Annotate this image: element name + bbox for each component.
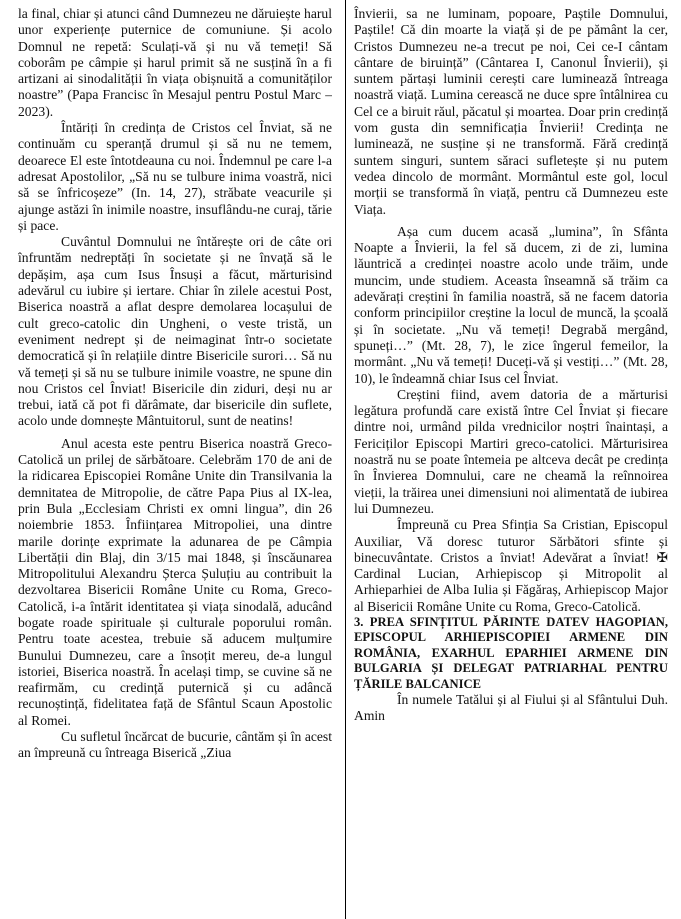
paragraph-7: Așa cum ducem acasă „lumina”, în Sfânta Noapte a Învierii, la fel să ducem, zi de zi, lumina lăuntrică a credinței noastre acolo unde trăim, unde muncim, unde studiem. Aceasta înseamnă să trăim ca adevărați creștini în familia noastră, să ne facem datoria conform principiilor creștine la locul de muncă, la școală și în societate. „Nu vă temeți! Degrabă mergând, spuneți…” (Mt. 28, 7), le zice îngerul femeilor, la mormânt. „Nu vă temeți! Duceți-vă și vestiți…” (Mt. 28, 10), le îndeamnă chiar Isus cel Înviat.: [354, 223, 668, 386]
paragraph-2: Întăriți în credința de Cristos cel Înviat, să ne continuăm cu speranță drumul și să nu ne temem, deoarece El este întotdeauna cu noi. Îndemnul pe care l-a adresat Apostolilor, „Să nu se tulbure inima voastră, nici să se înfricoșeze” (In. 14, 27), străbate veacurile și ajunge astăzi în inimile noastre, insuflându-ne curaj, tărie și pace.: [18, 120, 332, 233]
column-divider: [345, 0, 346, 919]
paragraph-8: Creștini fiind, avem datoria de a mărturisi legătura profundă care există între Cel Înviat și fiecare dintre noi, urmând pilda vrednicilor noștri înaintași, a Fericiților Episcopi Martiri greco-catolici. Mărturisirea noastră nu se poate întemeia pe altceva decât pe credința în Învierea Domnului, care ne cheamă la reînnoirea vieții, la trăirea unei dimensiuni noi alimentată de iubirea lui Dumnezeu.: [354, 386, 668, 516]
closing-line: În numele Tatălui și al Fiului și al Sfântului Duh. Amin: [354, 692, 668, 724]
paragraph-5: Cu sufletul încărcat de bucurie, cântăm și în acest an împreună cu întreaga Biserică „Ziua: [18, 729, 332, 761]
right-column: [354, 6, 668, 919]
paragraph-1: la final, chiar și atunci când Dumnezeu ne dăruiește harul unor experiențe puternice de comuniune. Și acolo Domnul ne repetă: Sculați-vă și nu vă temeți! Să coborâm pe câmpie și harul primit să ne susțină în a fi artizani ai sinodalității în viața obișnuită a comunităților noastre” (Papa Francisc în Mesajul pentru Postul Marc – 2023).: [18, 6, 332, 119]
paragraph-4: Anul acesta este pentru Biserica noastră Greco-Catolică un prilej de sărbătoare. Celebrăm 170 de ani de la ridicarea Episcopiei Române Unite din Transilvania la demnitatea de Mitropolie, de către Papa Pius al IX-lea, prin Bula „Ecclesiam Christi ex omni lingua”, din 26 noiembrie 1853. Înființarea Mitropoliei, una dintre marile dorințe exprimate la adunarea de pe Câmpia Libertății din Blaj, din 3/15 mai 1848, și înscăunarea Mitropolitului Alexandru Șterca Șuluțiu au contribuit la dezvoltarea Bisericii Române Unite cu Roma, Greco-Catolică, i-a întărit identitatea și viața sinodală, aducând bogate roade spirituale și culturale poporului român. Pentru toate acestea, trebuie să aducem mulțumire Bunului Dumnezeu, care a însoțit mereu, de-a lungul istoriei, Biserica noastră. În același timp, se cuvine să ne reafirmăm, cu credință puternică și cu adâncă recunoștință, fidelitatea față de Sfântul Scaun Apostolic al Romei.: [18, 435, 332, 728]
left-column: [18, 6, 332, 919]
paragraph-6: Învierii, sa ne luminam, popoare, Paștile Domnului, Paștile! Că din moarte la viață și de pe pământ la cer, Cristos Dumnezeu ne-a trecut pe noi, Cei ce-I cântam cântare de biruință” (Cântarea I, Canonul Învierii), și suntem părtași luminii cerești care luminează întreaga noastră viață. Lumina cerească ne duce spre întâlnirea cu Cel ce a biruit răul, păcatul și moartea. Doar prin credință vom gusta din semnificația Învierii! Credința ne luminează, ne susține și ne transformă. Fără credință suntem singuri, suntem săraci sufletește și nu putem vedea dincolo de mormânt. Mormântul este gol, locul morții se transformă în viață, pentru că Dumnezeu este Viața.: [354, 6, 668, 217]
paragraph-9: Împreună cu Prea Sfinția Sa Cristian, Episcopul Auxiliar, Vă doresc tuturor Sărbători sfinte și binecuvântate. Cristos a înviat! Adevărat a înviat! ✠ Cardinal Lucian, Arhiepiscop și Mitropolit al Arhieparhiei de Alba Iulia și Făgăraș, Arhiepiscop Major al Bisericii Române Unite cu Roma, Greco-Catolică.: [354, 517, 668, 614]
section-heading: 3. PREA SFINȚITUL PĂRINTE DATEV HAGOPIAN, EPISCOPUL ARHIEPISCOPIEI ARMENE DIN ROMÂNIA, EXARHUL EPARHIEI ARMENE DIN BULGARIA ȘI DELEGAT PATRIARHAL PENTRU ȚĂRILE BALCANICE: [354, 614, 668, 691]
paragraph-3: Cuvântul Domnului ne întărește ori de câte ori înfruntăm nedreptăți în societate și ne învață să le depășim, așa cum Isus Însuși a făcut, mărturisind adevărul cu iubire și iertare. Chiar în zilele acestui Post, Biserica noastră a aflat despre demolarea locașului de cult greco-catolic din Ungheni, o veste tristă, un eveniment nedrept și de neimaginat într-o societate democratică și în relațiile dintre Bisericile surori… Să nu vă temeți și să nu se tulbure inimile voastre, ne spune din nou Cristos cel Înviat! Bisericile din ziduri, deși nu ar trebui, iată că pot fi dărâmate, dar bisericile din suflete, acolo unde domnește Mântuitorul, sunt de neatins!: [18, 234, 332, 429]
